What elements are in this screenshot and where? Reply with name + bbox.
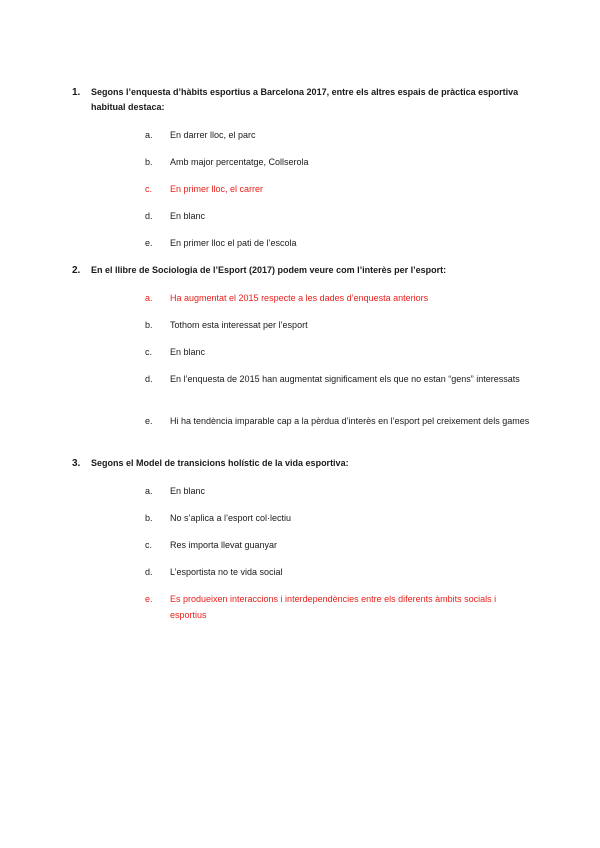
- option-letter: e.: [145, 416, 153, 426]
- option-letter: d.: [145, 567, 153, 577]
- q1-option-b: [145, 154, 535, 170]
- q2-option-d: [145, 371, 535, 387]
- option-text: En primer lloc el pati de l’escola: [170, 238, 297, 248]
- option-text: Hi ha tendència imparable cap a la pèrdua d’interès en l’esport pel creixement dels games: [170, 416, 530, 426]
- option-text: En primer lloc, el carrer: [170, 184, 264, 194]
- option-text: En blanc: [170, 347, 206, 357]
- q3-option-c: [145, 537, 535, 553]
- question-2: [72, 263, 532, 278]
- option-letter: c.: [145, 347, 153, 357]
- option-letter: b.: [145, 513, 153, 523]
- option-letter: a.: [145, 293, 153, 303]
- question-number: 2.: [72, 265, 81, 276]
- option-text: No s’aplica a l’esport col·lectiu: [170, 513, 292, 523]
- option-letter: c.: [145, 540, 153, 550]
- option-letter: c.: [145, 184, 153, 194]
- option-letter: a.: [145, 486, 153, 496]
- question-text: Segons el Model de transicions holístic de la vida esportiva:: [91, 458, 349, 468]
- question-3: [72, 456, 532, 471]
- option-text: Tothom esta interessat per l’esport: [170, 320, 308, 330]
- q1-option-c-correct: [145, 181, 535, 197]
- option-letter: e.: [145, 594, 153, 604]
- q2-option-e: [145, 413, 535, 429]
- option-text: L’esportista no te vida social: [170, 567, 283, 577]
- option-text: Res importa llevat guanyar: [170, 540, 278, 550]
- question-text: Segons l’enquesta d’hàbits esportius a Barcelona 2017, entre els altres espais de pràctica esportiva habitual destaca:: [91, 87, 519, 112]
- option-text: En blanc: [170, 486, 206, 496]
- q1-option-e: [145, 235, 535, 251]
- option-letter: d.: [145, 374, 153, 384]
- option-letter: b.: [145, 157, 153, 167]
- question-number: 3.: [72, 458, 81, 469]
- option-text: En l’enquesta de 2015 han augmentat significament els que no estan “gens” interessats: [170, 374, 520, 384]
- question-text: En el llibre de Sociologia de l’Esport (2017) podem veure com l’interès per l’esport:: [91, 265, 447, 275]
- option-text: Amb major percentatge, Collserola: [170, 157, 309, 167]
- q3-option-e-correct: [145, 591, 535, 623]
- option-text: En darrer lloc, el parc: [170, 130, 256, 140]
- option-text: En blanc: [170, 211, 206, 221]
- q1-option-a: [145, 127, 535, 143]
- q3-option-b: [145, 510, 535, 526]
- option-letter: d.: [145, 211, 153, 221]
- q1-option-d: [145, 208, 535, 224]
- q2-option-c: [145, 344, 535, 360]
- option-text: Es produeixen interaccions i interdependències entre els diferents àmbits socials i esportius: [170, 594, 497, 620]
- option-letter: a.: [145, 130, 153, 140]
- option-text: Ha augmentat el 2015 respecte a les dades d’enquesta anteriors: [170, 293, 429, 303]
- question-1: [72, 85, 532, 115]
- q2-option-a-correct: [145, 290, 535, 306]
- option-letter: b.: [145, 320, 153, 330]
- q3-option-d: [145, 564, 535, 580]
- question-number: 1.: [72, 87, 81, 98]
- q3-option-a: [145, 483, 535, 499]
- option-letter: e.: [145, 238, 153, 248]
- q2-option-b: [145, 317, 535, 333]
